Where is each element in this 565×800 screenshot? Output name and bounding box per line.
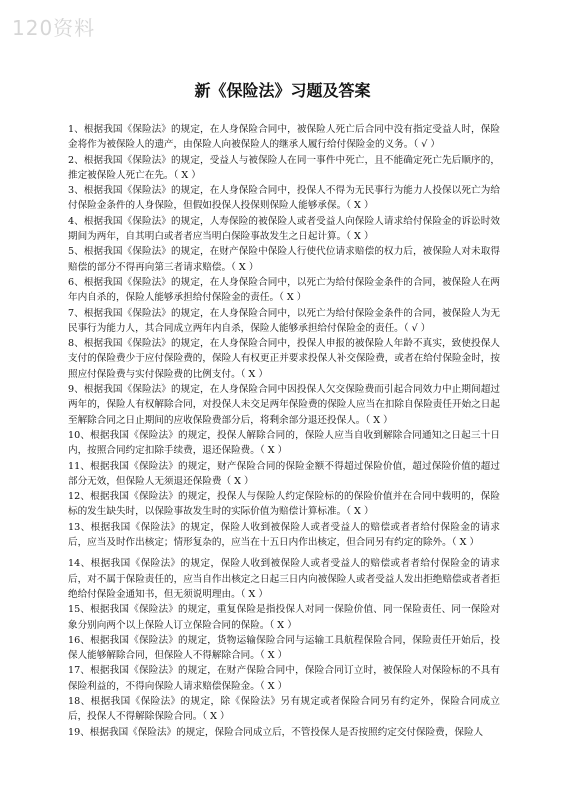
question-16: 16、根据我国《保险法》的规定，货物运输保险合同与运输工具航程保险合同，保险责任开始后，投保人能够解除合同，但保险人不得解除合同。（ X ） (68, 634, 500, 662)
question-2: 2、根据我国《保险法》的规定，受益人与被保险人在同一事件中死亡，且不能确定死亡先后顺序的，推定被保险人死亡在先。（ X ） (68, 154, 500, 181)
question-15: 15、根据我国《保险法》的规定，重复保险是指投保人对同一保险价值、同一保险责任、同一保险对象分别向两个以上保险人订立保险合同的保险。（ X ） (68, 604, 500, 631)
question-6: 6、根据我国《保险法》的规定，在人身保险合同中，以死亡为给付保险金条件的合同，被保险人在两年内自杀的，保险人能够承担给付保险金的责任。（ X ） (68, 276, 500, 304)
question-11: 11、根据我国《保险法》的规定，财产保险合同的保险金额不得超过保险价值，超过保险价值的超过部分无效，但保险人无须退还保险费（ X ） (68, 460, 500, 487)
page-title: 新《保险法》习题及答案 (194, 81, 371, 100)
question-9: 9、根据我国《保险法》的规定，在人身保险合同中因投保人欠交保险费而引起合同效力中止期间超过两年的，保险人有权解除合同，对投保人未交足两年保险费的保险人应当在扣除自保险责任开始之日起至解除合同之日止期间的应收保险费部分后，将剩余部分退还投保人。（ X ） (68, 384, 500, 426)
question-18: 18、根据我国《保险法》的规定，除《保险法》另有规定或者保险合同另有约定外，保险合同成立后，投保人不得解除保险合同。（ X ） (68, 695, 500, 723)
question-19: 19、根据我国《保险法》的规定，保险合同成立后，不管投保人是否按照约定交付保险费，保险人 (68, 726, 484, 738)
question-7: 7、根据我国《保险法》的规定，在人身保险合同中，以死亡为给付保险金条件的合同，被保险人为无民事行为能力人，其合同成立两年内自杀，保险人能够承担给付保险金的责任。（ √ ） (68, 307, 500, 334)
question-10: 10、根据我国《保险法》的规定，投保人解除合同的，保险人应当自收到解除合同通知之日起三十日内，按照合同约定扣除手续费，退还保险费。（ X ） (68, 429, 500, 457)
question-8: 8、根据我国《保险法》的规定，在人身保险合同中，投保人申报的被保险人年龄不真实，致使投保人支付的保险费少于应付保险费的，保险人有权更正并要求投保人补交保险费，或者在给付保险金时，按照应付保险费与实付保险费的比例支付。（ X ） (68, 338, 500, 380)
question-4: 4、根据我国《保险法》的规定，人寿保险的被保险人或者受益人向保险人请求给付保险金的诉讼时效期间为两年，自其明白或者者应当明白保险事故发生之日起计算。（ X ） (68, 215, 500, 243)
question-1: 1、根据我国《保险法》的规定，在人身保险合同中，被保险人死亡后合同中没有指定受益人时，保险金将作为被保险人的遗产，由保险人向被保险人的继承人履行给付保险金的义务。（ √ ） (68, 124, 500, 151)
question-5: 5、根据我国《保险法》的规定，在财产保险中保险人行使代位请求赔偿的权力后，被保险人对未取得赔偿的部分不得再向第三者请求赔偿。（ X ） (68, 246, 500, 273)
question-3: 3、根据我国《保险法》的规定，在人身保险合同中，投保人不得为无民事行为能力人投保以死亡为给付保险金条件的人身保险，但假如投保人投保则保险人能够承保。（ X ） (68, 185, 500, 212)
document-body (68, 122, 500, 740)
question-14: 14、根据我国《保险法》的规定，保险人收到被保险人或者受益人的赔偿或者者给付保险金的请求后，对不属于保险责任的，应当自作出核定之日起三日内向被保险人或者受益人发出拒绝赔偿或者者拒绝给付保险金通知书，但无须说明理由。（ X ） (68, 558, 500, 600)
question-13: 13、根据我国《保险法》的规定，保险人收到被保险人或者受益人的赔偿或者者给付保险金的请求后，应当及时作出核定；情形复杂的，应当在十五日内作出核定，但合同另有约定的除外。（ X ） (68, 521, 500, 549)
question-17: 17、根据我国《保险法》的规定，在财产保险合同中，保险合同订立时，被保险人对保险标的不具有保险利益的，不得向保险人请求赔偿保险金。（ X ） (68, 665, 500, 692)
watermark-text: 120资料 (12, 16, 96, 40)
question-12: 12、根据我国《保险法》的规定，投保人与保险人约定保险标的的保险价值并在合同中载明的，保险标的发生缺失时，以保险事故发生时的实际价值为赔偿计算标准。（ X ） (68, 491, 500, 518)
